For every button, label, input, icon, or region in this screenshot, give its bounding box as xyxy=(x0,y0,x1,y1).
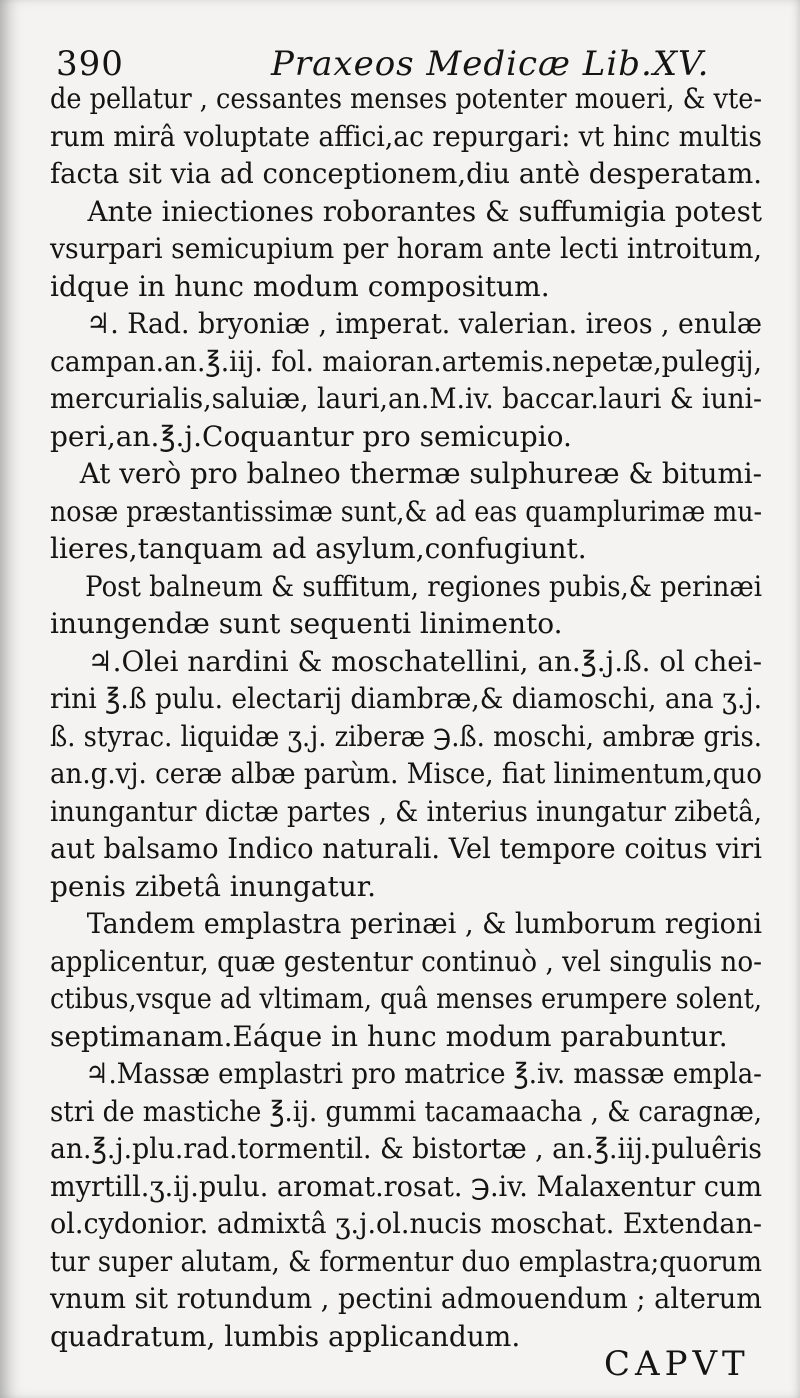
text-line: mercurialis,saluiæ, lauri,an.M.iv. baccar.lauri & iuni- xyxy=(50,382,763,415)
running-title: Praxeos Medicæ Lib.XV. xyxy=(271,44,710,84)
text-line: vnum sit rotundum , pectini admouendum ; alterum xyxy=(50,1282,763,1315)
catchword: CAPVT xyxy=(604,1344,750,1384)
text-line: stri de mastiche ℥.ij. gummi tacamaacha , & caragnæ, xyxy=(50,1094,763,1128)
text-line: idque in hunc modum compositum. xyxy=(50,269,550,303)
text-line: an.℥.j.plu.rad.tormentil. & bistortæ , an.℥.iij.puluêris xyxy=(50,1132,762,1165)
text-line: vsurpari semicupium per horam ante lecti introitum, xyxy=(50,232,762,265)
recipe-start-line: ♃.Olei nardini & moschatellini, an.℥.j.ß. ol chei- xyxy=(87,644,763,678)
body-text xyxy=(50,80,762,1355)
text-line: ß. styrac. liquidæ ʒ.j. ziberæ ℈.ß. moschi, ambræ gris. xyxy=(50,719,762,753)
text-line: inungendæ sunt sequenti linimento. xyxy=(50,607,563,640)
text-line: ctibus,vsque ad vltimam, quâ menses erumpere solent, xyxy=(50,982,762,1015)
text-line: lieres,tanquam ad asylum,confugiunt. xyxy=(50,532,587,565)
text-line: campan.an.℥.iij. fol. maioran.artemis.nepetæ,pulegij, xyxy=(50,344,762,378)
text-line: myrtill.ʒ.ij.pulu. aromat.rosat. ℈.iv. Malaxentur cum xyxy=(50,1169,763,1203)
text-line: ol.cydonior. admixtâ ʒ.j.ol.nucis moschat. Extendan- xyxy=(50,1207,762,1240)
text-line: penis zibetâ inungatur. xyxy=(50,869,376,903)
text-line: tur super alutam, & formentur duo emplastra;quorum xyxy=(50,1244,762,1278)
recipe-start-line: ♃.Massæ emplastri pro matrice ℥.iv. massæ empla- xyxy=(85,1057,762,1090)
text-line: peri,an.℥.j.Coquantur pro semicupio. xyxy=(50,419,572,453)
text-line: septimanam.Eáque in hunc modum parabuntur. xyxy=(50,1019,728,1053)
text-line: rini ℥.ß pulu. electarij diambræ,& diamoschi, ana ʒ.j. xyxy=(50,682,763,715)
text-line: de pellatur , cessantes menses potenter moueri, & vte- xyxy=(50,82,763,115)
paragraph-start-line: Tandem emplastra perinæi , & lumborum regioni xyxy=(86,907,763,940)
text-line: inungantur dictæ partes , & interius inungatur zibetâ, xyxy=(50,794,762,828)
page-number: 390 xyxy=(56,44,124,84)
text-line: rum mirâ voluptate affici,ac repurgari: vt hinc multis xyxy=(50,119,763,153)
text-line: applicentur, quæ gestentur continuò , vel singulis no- xyxy=(50,944,763,978)
text-line: aut balsamo Indico naturali. Vel tempore coitus viri xyxy=(50,832,762,865)
text-line: nosæ præstantissimæ sunt,& ad eas quamplurimæ mu- xyxy=(50,494,763,528)
paragraph-start-line: Ante iniectiones roborantes & suffumigia potest xyxy=(87,194,762,228)
paragraph-start-line: At verò pro balneo thermæ sulphureæ & bitumi- xyxy=(79,457,763,490)
recipe-start-line: ♃. Rad. bryoniæ , imperat. valerian. ireos , enulæ xyxy=(86,307,762,340)
paragraph-start-line: Post balneum & suffitum, regiones pubis,& perinæi xyxy=(85,569,763,603)
text-line: facta sit via ad conceptionem,diu antè desperatam. xyxy=(50,157,763,190)
text-line: an.g.vj. ceræ albæ parùm. Misce, fiat linimentum,quo xyxy=(50,757,763,790)
text-line: quadratum, lumbis applicandum. xyxy=(50,1319,521,1353)
